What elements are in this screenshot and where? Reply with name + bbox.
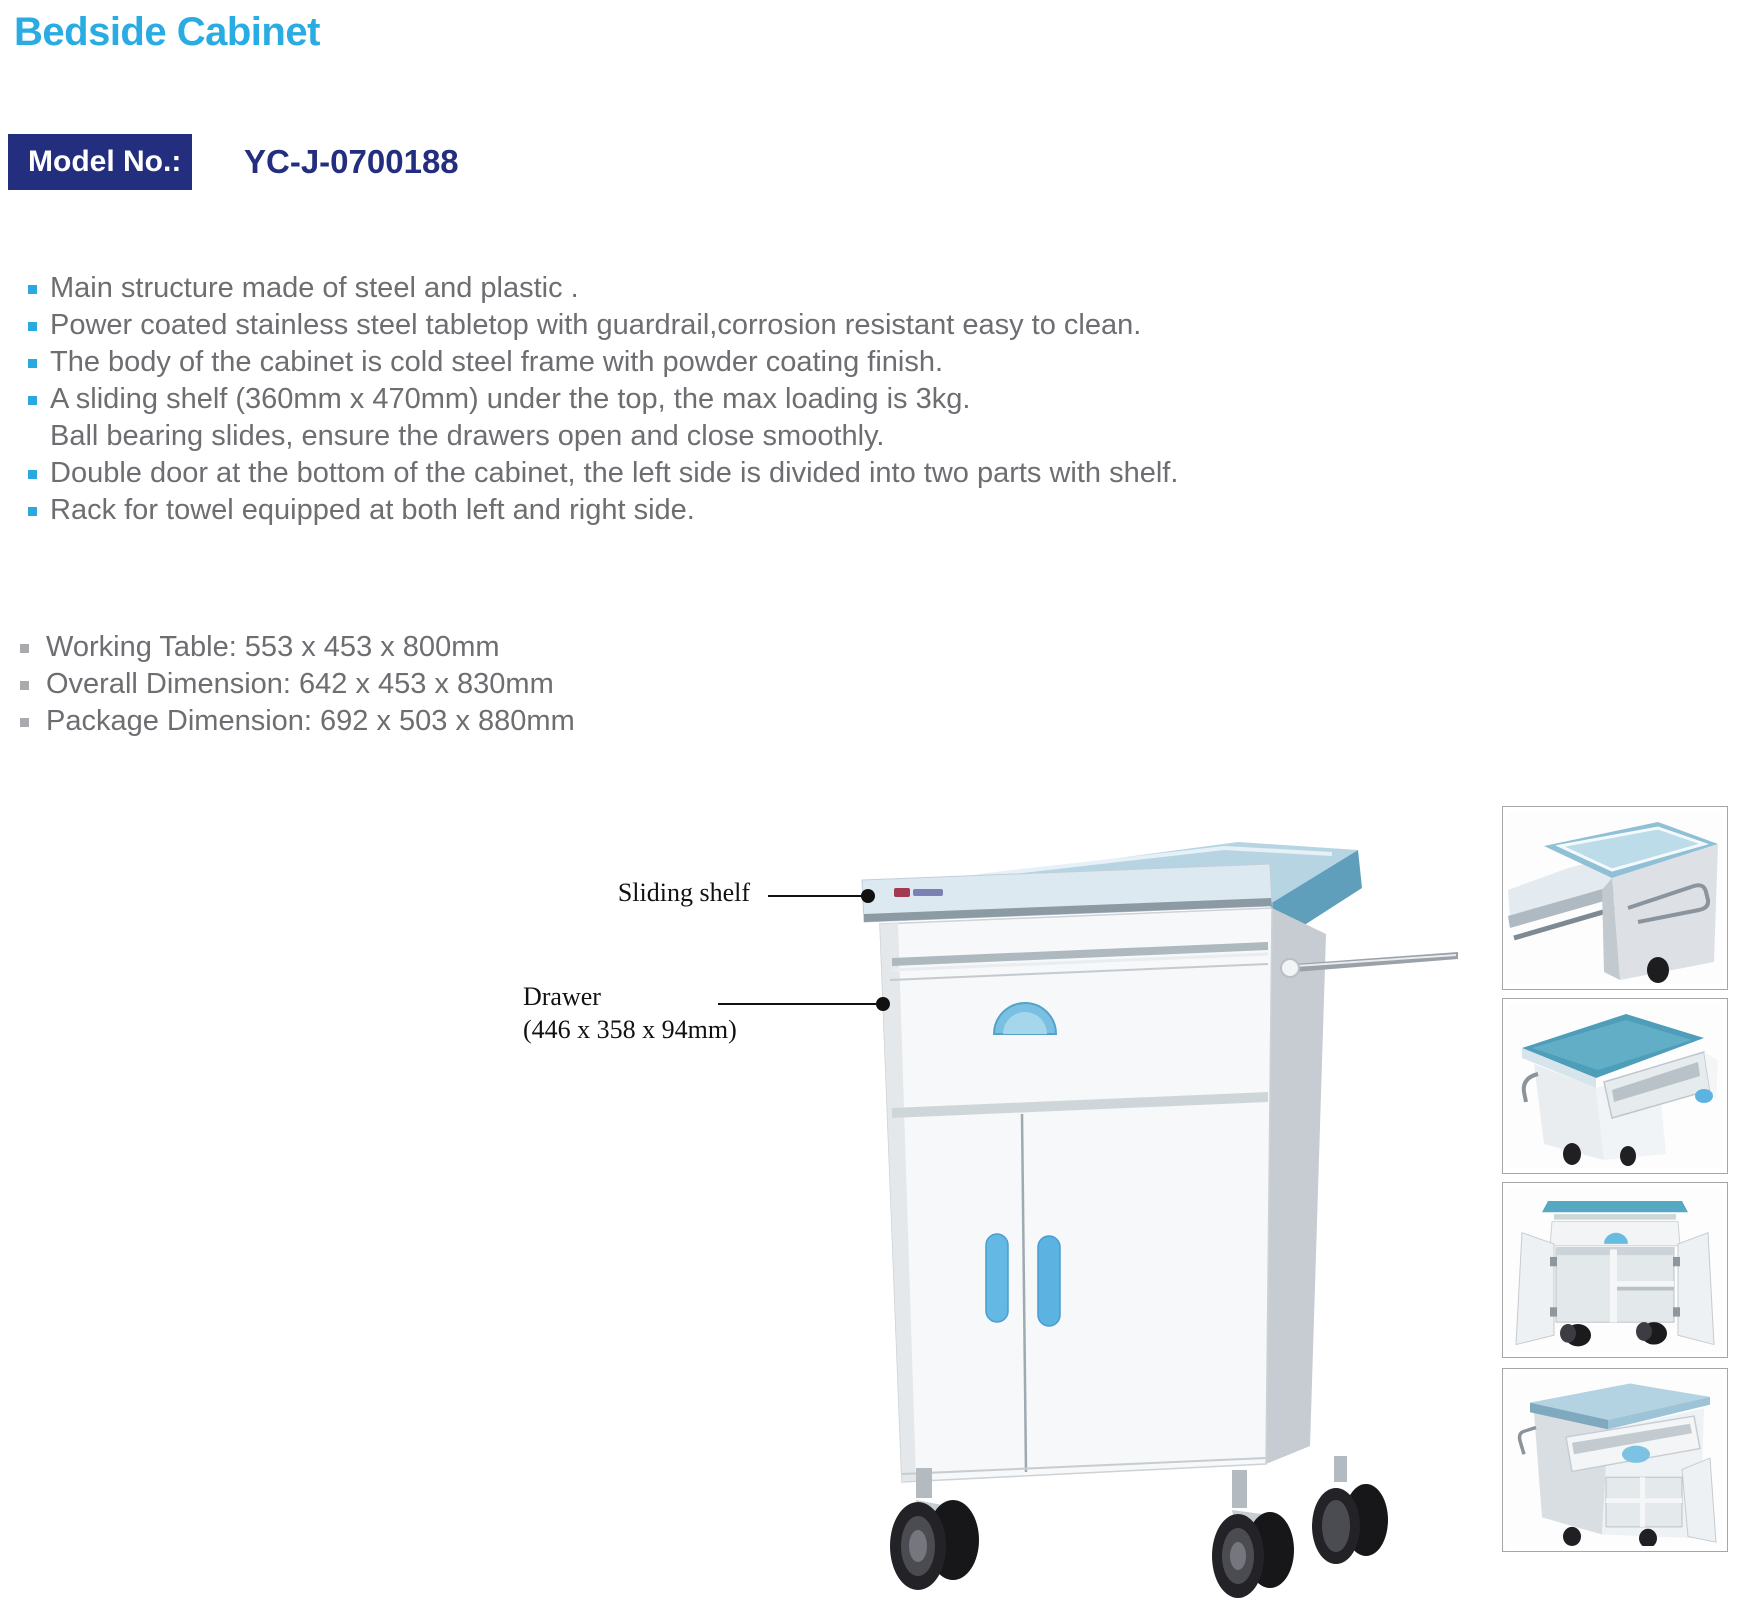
spec-item: Package Dimension: 692 x 503 x 880mm [20,703,920,740]
annotation-drawer-label [523,980,783,1046]
feature-item: The body of the cabinet is cold steel frame with powder coating finish. [28,344,1448,381]
annotation-sliding-shelf-line [768,895,862,897]
model-number: YC-J-0700188 [244,143,459,180]
feature-item: Double door at the bottom of the cabinet, the left side is divided into two parts with shelf. [28,455,1448,492]
feature-item-continuation: Ball bearing slides, ensure the drawers open and close smoothly. [50,420,885,452]
thumbnail-1-image [1508,812,1722,984]
cabinet-image [858,758,1478,1602]
annotation-drawer-dot [876,997,890,1011]
annotation-drawer-name: Drawer [523,982,601,1011]
annotation-sliding-shelf-dot [861,889,875,903]
door-handle-left [986,1234,1008,1322]
caster-rear-right [1312,1456,1388,1564]
model-label-badge: Model No.: [8,134,192,190]
page-title: Bedside Cabinet [14,10,320,54]
caster-front-right [1212,1470,1294,1598]
feature-item: Power coated stainless steel tabletop with guardrail,corrosion resistant easy to clean. [28,307,1448,344]
caster-front-left [890,1468,979,1590]
thumbnail-4-image [1508,1374,1722,1546]
door-handle-right [1038,1236,1060,1326]
thumbnail-4 [1502,1368,1728,1552]
thumbnail-3 [1502,1182,1728,1358]
feature-item: A sliding shelf (360mm x 470mm) under the top, the max loading is 3kg. [28,381,1448,418]
thumbnail-3-image [1508,1188,1722,1352]
thumbnail-2 [1502,998,1728,1174]
cabinet-body [880,908,1326,1482]
annotation-sliding-shelf-label: Sliding shelf [617,878,750,907]
thumbnail-1 [1502,806,1728,990]
annotation-drawer-size: (446 x 358 x 94mm) [523,1015,737,1044]
feature-list [28,270,1448,529]
brand-logo [894,888,943,897]
annotation-drawer-line [718,1003,876,1005]
thumbnail-2-image [1508,1004,1722,1168]
feature-item: Rack for towel equipped at both left and right side. [28,492,1448,529]
spec-item: Overall Dimension: 642 x 453 x 830mm [20,666,920,703]
spec-item: Working Table: 553 x 453 x 800mm [20,629,920,666]
feature-item: Main structure made of steel and plastic . [28,270,1448,307]
model-row [8,134,459,190]
spec-list [20,629,920,740]
